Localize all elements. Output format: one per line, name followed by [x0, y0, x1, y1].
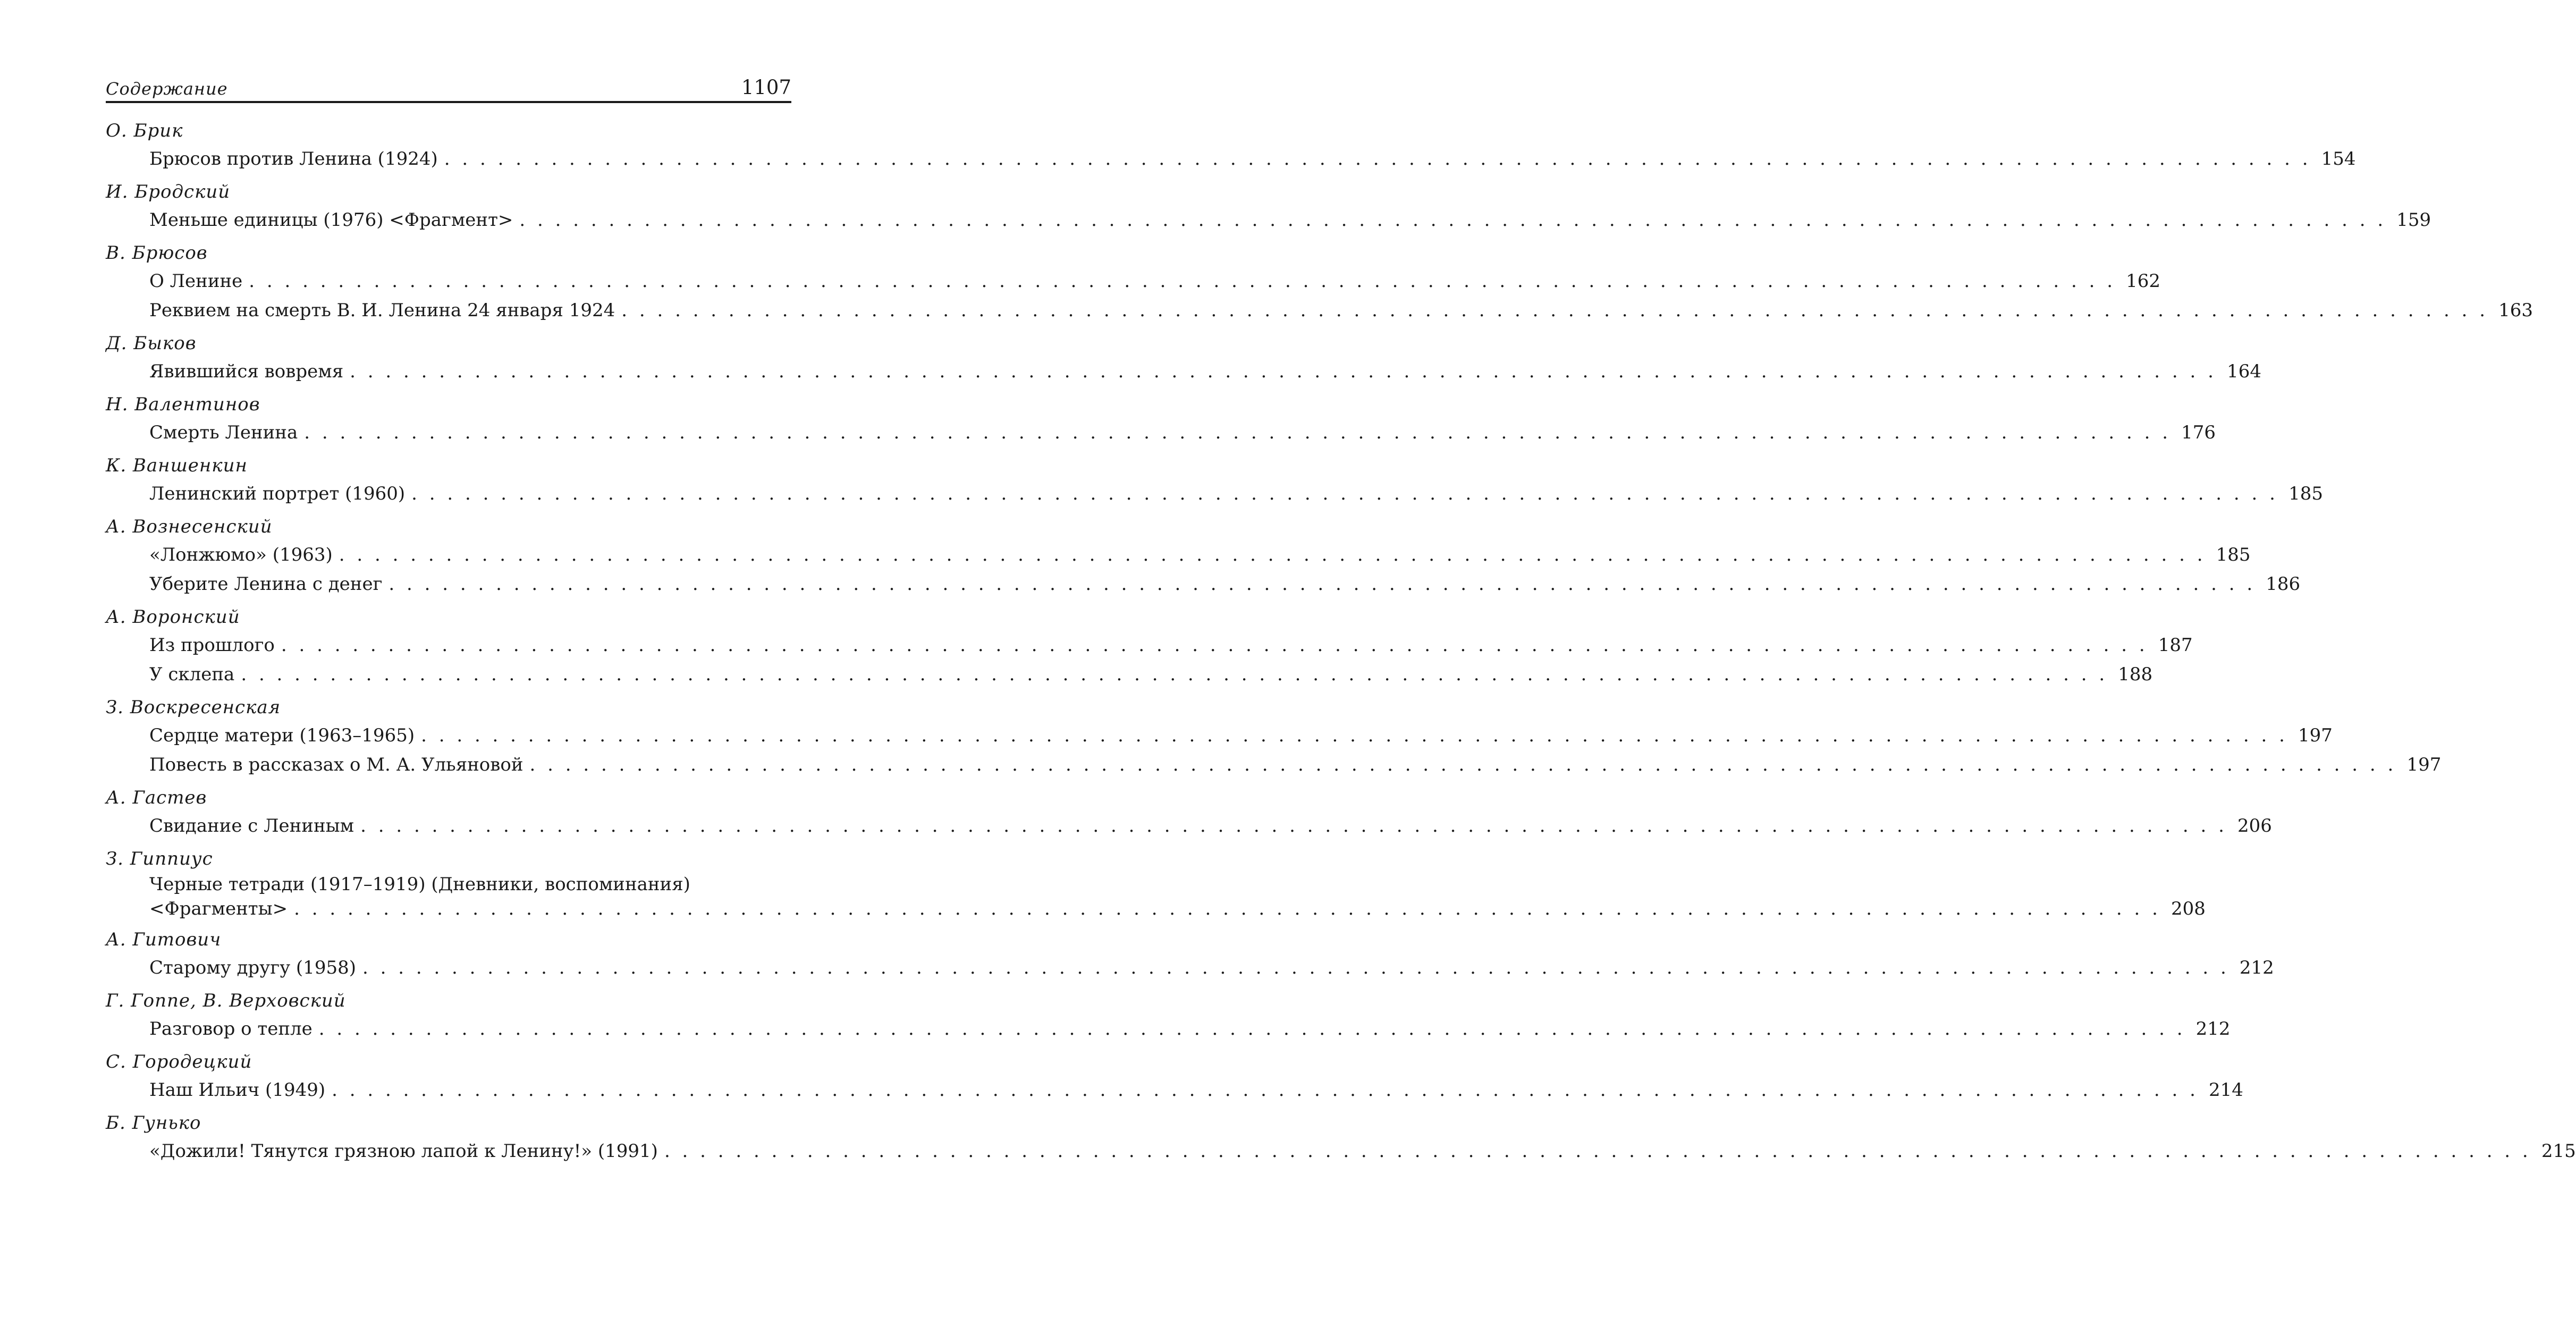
entry-page-number: 197	[2406, 754, 2442, 775]
toc-section	[106, 239, 2533, 325]
entry-title: Черные тетради (1917–1919) (Дневники, воспоминания)	[149, 874, 690, 895]
toc-entry[interactable]	[149, 873, 2206, 922]
dot-leader: . . . . . . . . . . . . . . . . . . . . . . . . . . . . . . . . . . . . . . . . . . . . . . . . . . . . . . . . . . . . . . . . . . . . . . . . . . . . . . . . . . . . . . . . . . . . . . . . . . . . . . . . .	[411, 483, 2278, 504]
toc-entry[interactable]	[149, 1137, 2576, 1166]
dot-leader: . . . . . . . . . . . . . . . . . . . . . . . . . . . . . . . . . . . . . . . . . . . . . . . . . . . . . . . . . . . . . . . . . . . . . . . . . . . . . . . . . . . . . . . . . . . . . . . . . . . . . . . . .	[318, 1018, 2186, 1040]
toc-section	[106, 1109, 2576, 1166]
toc-entry[interactable]	[149, 206, 2431, 235]
entry-title: Реквием на смерть В. И. Ленина 24 января 1924	[149, 300, 615, 321]
entry-title: «Дожили! Тянутся грязною лапой к Ленину!» (1991)	[149, 1140, 658, 1162]
entry-title: Повесть в рассказах о М. А. Ульяновой	[149, 754, 523, 775]
entry-title: Старому другу (1958)	[149, 957, 356, 978]
dot-leader: . . . . . . . . . . . . . . . . . . . . . . . . . . . . . . . . . . . . . . . . . . . . . . . . . . . . . . . . . . . . . . . . . . . . . . . . . . . . . . . . . . . . . . . . . . . . . . . . . . . . . . . . .	[444, 148, 2311, 170]
toc-entry[interactable]	[149, 296, 2533, 325]
dot-leader: . . . . . . . . . . . . . . . . . . . . . . . . . . . . . . . . . . . . . . . . . . . . . . . . . . . . . . . . . . . . . . . . . . . . . . . . . . . . . . . . . . . . . . . . . . . . . . . . . . . . . . . . .	[664, 1140, 2531, 1162]
entry-page-number: 154	[2321, 148, 2356, 170]
author-name: Б. Гунько	[106, 1112, 201, 1134]
entry-page-number: 215	[2541, 1140, 2576, 1162]
author-name: Н. Валентинов	[106, 394, 260, 415]
dot-leader: . . . . . . . . . . . . . . . . . . . . . . . . . . . . . . . . . . . . . . . . . . . . . . . . . . . . . . . . . . . . . . . . . . . . . . . . . . . . . . . . . . . . . . . . . . . . . . . . . . . . . . . . .	[529, 754, 2397, 775]
entry-page-number: 185	[2288, 483, 2323, 504]
toc-entry[interactable]	[149, 812, 2272, 841]
entry-page-number: 163	[2498, 300, 2533, 321]
entry-page-number: 187	[2158, 635, 2193, 656]
entry-title-line	[149, 896, 2206, 922]
author-name: З. Гиппиус	[106, 848, 213, 869]
toc-entry[interactable]	[149, 479, 2323, 509]
toc-section	[106, 513, 2301, 599]
entry-title: Меньше единицы (1976) <Фрагмент>	[149, 209, 513, 231]
dot-leader: . . . . . . . . . . . . . . . . . . . . . . . . . . . . . . . . . . . . . . . . . . . . . . . . . . . . . . . . . . . . . . . . . . . . . . . . . . . . . . . . . . . . . . . . . . . . . . . . . . . . . . . . .	[519, 209, 2387, 231]
entry-title: Свидание с Лениным	[149, 815, 354, 837]
dot-leader: . . . . . . . . . . . . . . . . . . . . . . . . . . . . . . . . . . . . . . . . . . . . . . . . . . . . . . . . . . . . . . . . . . . . . . . . . . . . . . . . . . . . . . . . . . . . . . . . . . . . . . . . .	[339, 544, 2206, 565]
author-name: К. Ваншенкин	[106, 455, 248, 476]
dot-leader: . . . . . . . . . . . . . . . . . . . . . . . . . . . . . . . . . . . . . . . . . . . . . . . . . . . . . . . . . . . . . . . . . . . . . . . . . . . . . . . . . . . . . . . . . . . . . . . . . . . . . . . . .	[304, 422, 2172, 443]
running-title: Содержание	[106, 79, 228, 99]
author-name: О. Брик	[106, 120, 183, 141]
toc-section	[106, 926, 2274, 983]
toc-section	[106, 330, 2261, 386]
table-of-contents	[106, 117, 2576, 1170]
entry-page-number: 212	[2239, 957, 2274, 978]
toc-entry[interactable]	[149, 145, 2356, 174]
toc-section	[106, 1048, 2243, 1105]
dot-leader: . . . . . . . . . . . . . . . . . . . . . . . . . . . . . . . . . . . . . . . . . . . . . . . . . . . . . . . . . . . . . . . . . . . . . . . . . . . . . . . . . . . . . . . . . . . . . . . . . . . . . . . . .	[332, 1079, 2199, 1101]
dot-leader: . . . . . . . . . . . . . . . . . . . . . . . . . . . . . . . . . . . . . . . . . . . . . . . . . . . . . . . . . . . . . . . . . . . . . . . . . . . . . . . . . . . . . . . . . . . . . . . . . . . . . . . . .	[421, 725, 2288, 746]
entry-page-number: 186	[2266, 573, 2301, 595]
dot-leader: . . . . . . . . . . . . . . . . . . . . . . . . . . . . . . . . . . . . . . . . . . . . . . . . . . . . . . . . . . . . . . . . . . . . . . . . . . . . . . . . . . . . . . . . . . . . . . . . . . . . . . . . .	[294, 898, 2161, 919]
author-name: В. Брюсов	[106, 242, 208, 264]
entry-title: Явившийся вовремя	[149, 361, 344, 382]
entry-page-number: 164	[2227, 361, 2261, 382]
entry-title: О Ленине	[149, 271, 243, 292]
entry-title: Наш Ильич (1949)	[149, 1079, 326, 1101]
entry-title: Из прошлого	[149, 635, 275, 656]
entry-title: Смерть Ленина	[149, 422, 298, 443]
entry-page-number: 208	[2171, 898, 2206, 919]
entry-page-number: 214	[2209, 1079, 2243, 1101]
entry-page-number: 176	[2181, 422, 2216, 443]
entry-title: У склепа	[149, 664, 235, 685]
entry-title: <Фрагменты>	[149, 898, 288, 919]
toc-entry[interactable]	[149, 631, 2193, 660]
author-name: З. Воскресенская	[106, 697, 281, 718]
dot-leader: . . . . . . . . . . . . . . . . . . . . . . . . . . . . . . . . . . . . . . . . . . . . . . . . . . . . . . . . . . . . . . . . . . . . . . . . . . . . . . . . . . . . . . . . . . . . . . . . . . . . . . . . .	[388, 573, 2256, 595]
toc-section	[106, 845, 2206, 922]
dot-leader: . . . . . . . . . . . . . . . . . . . . . . . . . . . . . . . . . . . . . . . . . . . . . . . . . . . . . . . . . . . . . . . . . . . . . . . . . . . . . . . . . . . . . . . . . . . . . . . . . . . . . . . . .	[350, 361, 2217, 382]
toc-section	[106, 391, 2216, 447]
author-name: Г. Гоппе, В. Верховский	[106, 990, 346, 1011]
dot-leader: . . . . . . . . . . . . . . . . . . . . . . . . . . . . . . . . . . . . . . . . . . . . . . . . . . . . . . . . . . . . . . . . . . . . . . . . . . . . . . . . . . . . . . . . . . . . . . . . . . . . . . . . .	[281, 635, 2148, 656]
author-name: С. Городецкий	[106, 1051, 252, 1072]
toc-section	[106, 452, 2323, 509]
toc-entry[interactable]	[149, 953, 2274, 983]
entry-title: Ленинский портрет (1960)	[149, 483, 406, 504]
author-name: Д. Быков	[106, 333, 197, 354]
author-name: А. Гастев	[106, 787, 207, 808]
entry-title-line	[149, 873, 791, 896]
entry-title: «Лонжюмо» (1963)	[149, 544, 333, 565]
toc-entry[interactable]	[149, 357, 2261, 386]
toc-entry[interactable]	[149, 570, 2301, 599]
entry-page-number: 188	[2118, 664, 2153, 685]
page-header	[106, 74, 791, 99]
entry-page-number: 197	[2298, 725, 2333, 746]
entry-title: Брюсов против Ленина (1924)	[149, 148, 438, 170]
toc-entry[interactable]	[149, 1076, 2243, 1105]
toc-section	[106, 784, 2272, 841]
toc-section	[106, 603, 2193, 689]
dot-leader: . . . . . . . . . . . . . . . . . . . . . . . . . . . . . . . . . . . . . . . . . . . . . . . . . . . . . . . . . . . . . . . . . . . . . . . . . . . . . . . . . . . . . . . . . . . . . . . . . . . . . . . . .	[362, 957, 2229, 978]
entry-page-number: 185	[2216, 544, 2251, 565]
toc-section	[106, 694, 2442, 780]
entry-page-number: 162	[2126, 271, 2161, 292]
toc-entry[interactable]	[149, 750, 2442, 780]
toc-entry[interactable]	[149, 1015, 2231, 1044]
toc-entry[interactable]	[149, 660, 2153, 689]
dot-leader: . . . . . . . . . . . . . . . . . . . . . . . . . . . . . . . . . . . . . . . . . . . . . . . . . . . . . . . . . . . . . . . . . . . . . . . . . . . . . . . . . . . . . . . . . . . . . . . . . . . . . . . . .	[249, 271, 2116, 292]
entry-title: Сердце матери (1963–1965)	[149, 725, 415, 746]
page-number: 1107	[741, 76, 791, 99]
entry-page-number: 159	[2396, 209, 2431, 231]
entry-title: Разговор о тепле	[149, 1018, 313, 1040]
author-name: А. Вознесенский	[106, 516, 273, 537]
author-name: А. Воронский	[106, 606, 240, 628]
toc-section	[106, 987, 2231, 1044]
toc-section	[106, 117, 2356, 174]
toc-entry[interactable]	[149, 418, 2216, 447]
entry-page-number: 212	[2195, 1018, 2231, 1040]
dot-leader: . . . . . . . . . . . . . . . . . . . . . . . . . . . . . . . . . . . . . . . . . . . . . . . . . . . . . . . . . . . . . . . . . . . . . . . . . . . . . . . . . . . . . . . . . . . . . . . . . . . . . . . . .	[241, 664, 2108, 685]
dot-leader: . . . . . . . . . . . . . . . . . . . . . . . . . . . . . . . . . . . . . . . . . . . . . . . . . . . . . . . . . . . . . . . . . . . . . . . . . . . . . . . . . . . . . . . . . . . . . . . . . . . . . . . . .	[360, 815, 2227, 837]
header-rule	[106, 101, 791, 103]
dot-leader: . . . . . . . . . . . . . . . . . . . . . . . . . . . . . . . . . . . . . . . . . . . . . . . . . . . . . . . . . . . . . . . . . . . . . . . . . . . . . . . . . . . . . . . . . . . . . . . . . . . . . . . . .	[621, 300, 2489, 321]
toc-entry[interactable]	[149, 540, 2251, 570]
entry-page-number: 206	[2237, 815, 2272, 837]
toc-entry[interactable]	[149, 267, 2161, 296]
author-name: А. Гитович	[106, 929, 222, 950]
toc-entry[interactable]	[149, 721, 2333, 750]
entry-title: Уберите Ленина с денег	[149, 573, 383, 595]
author-name: И. Бродский	[106, 181, 231, 202]
toc-section	[106, 178, 2431, 235]
